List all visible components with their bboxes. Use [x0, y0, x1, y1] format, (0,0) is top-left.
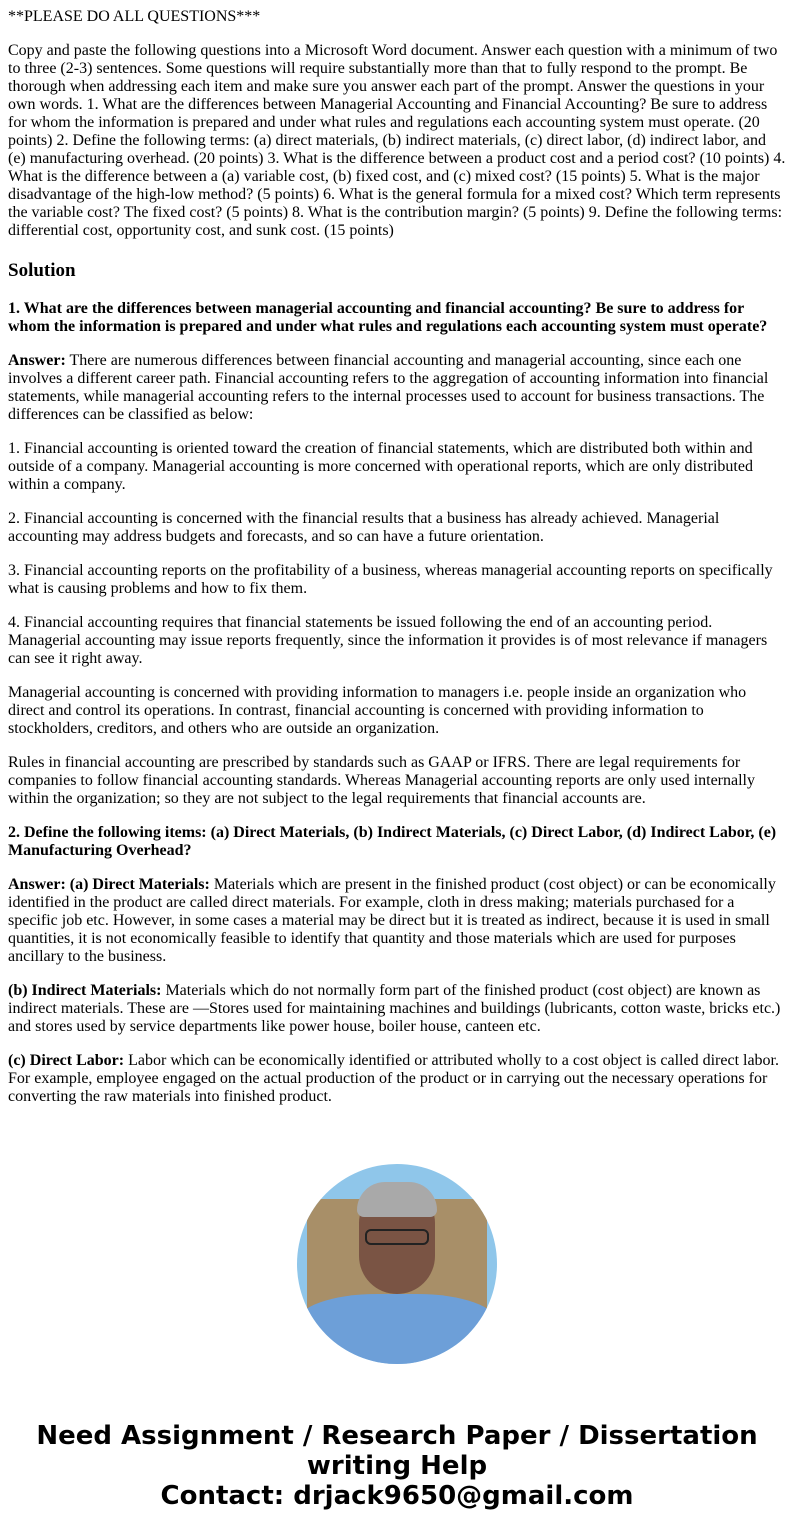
- contact-email: Contact: drjack9650@gmail.com: [160, 1481, 634, 1511]
- term-definition: Materials which do not normally form part of the finished product (cost object) are known as indirect materials. These are —Stores used for maintaining machines and buildings (lubricants, cotton waste, bricks etc.) and stores used by service departments like power house, boiler house, canteen etc.: [8, 982, 781, 1035]
- answer-2-item: [8, 876, 786, 966]
- answer-1-point: 3. Financial accounting reports on the profitability of a business, whereas managerial accounting reports on specifically what is causing problems and how to fix them.: [8, 562, 773, 597]
- answer-1-point: 1. Financial accounting is oriented toward the creation of financial statements, which are distributed both within and outside of a company. Managerial accounting is more concerned with operational reports, which are only distributed within a company.: [8, 440, 753, 493]
- term-label: Answer: (a) Direct Materials:: [8, 876, 210, 893]
- header-note: **PLEASE DO ALL QUESTIONS***: [8, 8, 261, 25]
- term-label: (c) Direct Labor:: [8, 1052, 125, 1069]
- answer-1-point: 4. Financial accounting requires that financial statements be issued following the end of an accounting period. Managerial accounting may issue reports frequently, since the information it provides is of most relevance if managers can see it right away.: [8, 614, 768, 667]
- answer-2-item: [8, 982, 786, 1036]
- answer-1-point: Managerial accounting is concerned with providing information to managers i.e. people inside an organization who direct and control its operations. In contrast, financial accounting is concerned with providing information to stockholders, creditors, and others who are outside an organization.: [8, 684, 747, 737]
- contact-banner: [8, 1421, 786, 1511]
- term-label: (b) Indirect Materials:: [8, 982, 162, 999]
- term-definition: Labor which can be economically identified or attributed wholly to a cost object is called direct labor. For example, employee engaged on the actual production of the product or in carrying out the necessary operations for converting the raw materials into finished product.: [8, 1052, 779, 1105]
- question-1: 1. What are the differences between managerial accounting and financial accounting? Be sure to address for whom the information is prepared and under what rules and regulations each accounting system must operate?: [8, 300, 768, 335]
- term-definition: Materials which are present in the finished product (cost object) or can be economically identified in the product are called direct materials. For example, cloth in dress making; materials purchased for a specific job etc. However, in some cases a material may be direct but it is treated as indirect, because it is used in small quantities, it is not economically feasible to identify that quantity and those materials which are used for purposes ancillary to the business.: [8, 876, 776, 965]
- question-2: 2. Define the following items: (a) Direct Materials, (b) Indirect Materials, (c) Direct Labor, (d) Indirect Labor, (e) Manufacturing Overhead?: [8, 824, 777, 859]
- answer-2-item: [8, 1052, 786, 1106]
- answer-1-point: 2. Financial accounting is concerned with the financial results that a business has already achieved. Managerial accounting may address budgets and forecasts, and so can have a future orientation.: [8, 510, 720, 545]
- answer-1-intro: [8, 352, 786, 424]
- help-advert: Need Assignment / Research Paper / Dissertation writing Help: [36, 1421, 758, 1481]
- answer-text: There are numerous differences between financial accounting and managerial accounting, since each one involves a different career path. Financial accounting refers to the aggregation of accounting information into financial statements, while managerial accounting refers to the internal processes used to account for business transactions. The differences can be classified as below:: [8, 352, 769, 423]
- answer-1-point: Rules in financial accounting are prescribed by standards such as GAAP or IFRS. There are legal requirements for companies to follow financial accounting standards. Whereas Managerial accounting reports are only used internally within the organization; so they are not subject to the legal requirements that financial accounts are.: [8, 754, 755, 807]
- solution-heading: Solution: [8, 260, 76, 281]
- assignment-instructions: Copy and paste the following questions into a Microsoft Word document. Answer each question with a minimum of two to three (2-3) sentences. Some questions will require substantially more than that to fully respond to the prompt. Be thorough when addressing each item and make sure you answer each part of the prompt. Answer the questions in your own words. 1. What are the differences between Managerial Accounting and Financial Accounting? Be sure to address for whom the information is prepared and under what rules and regulations each accounting system must operate. (20 points) 2. Define the following terms: (a) direct materials, (b) indirect materials, (c) direct labor, (d) indirect labor, and (e) manufacturing overhead. (20 points) 3. What is the difference between a product cost and a period cost? (10 points) 4. What is the difference between a (a) variable cost, (b) fixed cost, and (c) mixed cost? (15 points) 5. What is the major disadvantage of the high-low method? (5 points) 6. What is the general formula for a mixed cost? Which term represents the variable cost? The fixed cost? (5 points) 8. What is the contribution margin? (5 points) 9. Define the following terms: differential cost, opportunity cost, and sunk cost. (15 points): [8, 42, 786, 239]
- author-photo: [297, 1164, 497, 1364]
- answer-label: Answer:: [8, 352, 66, 369]
